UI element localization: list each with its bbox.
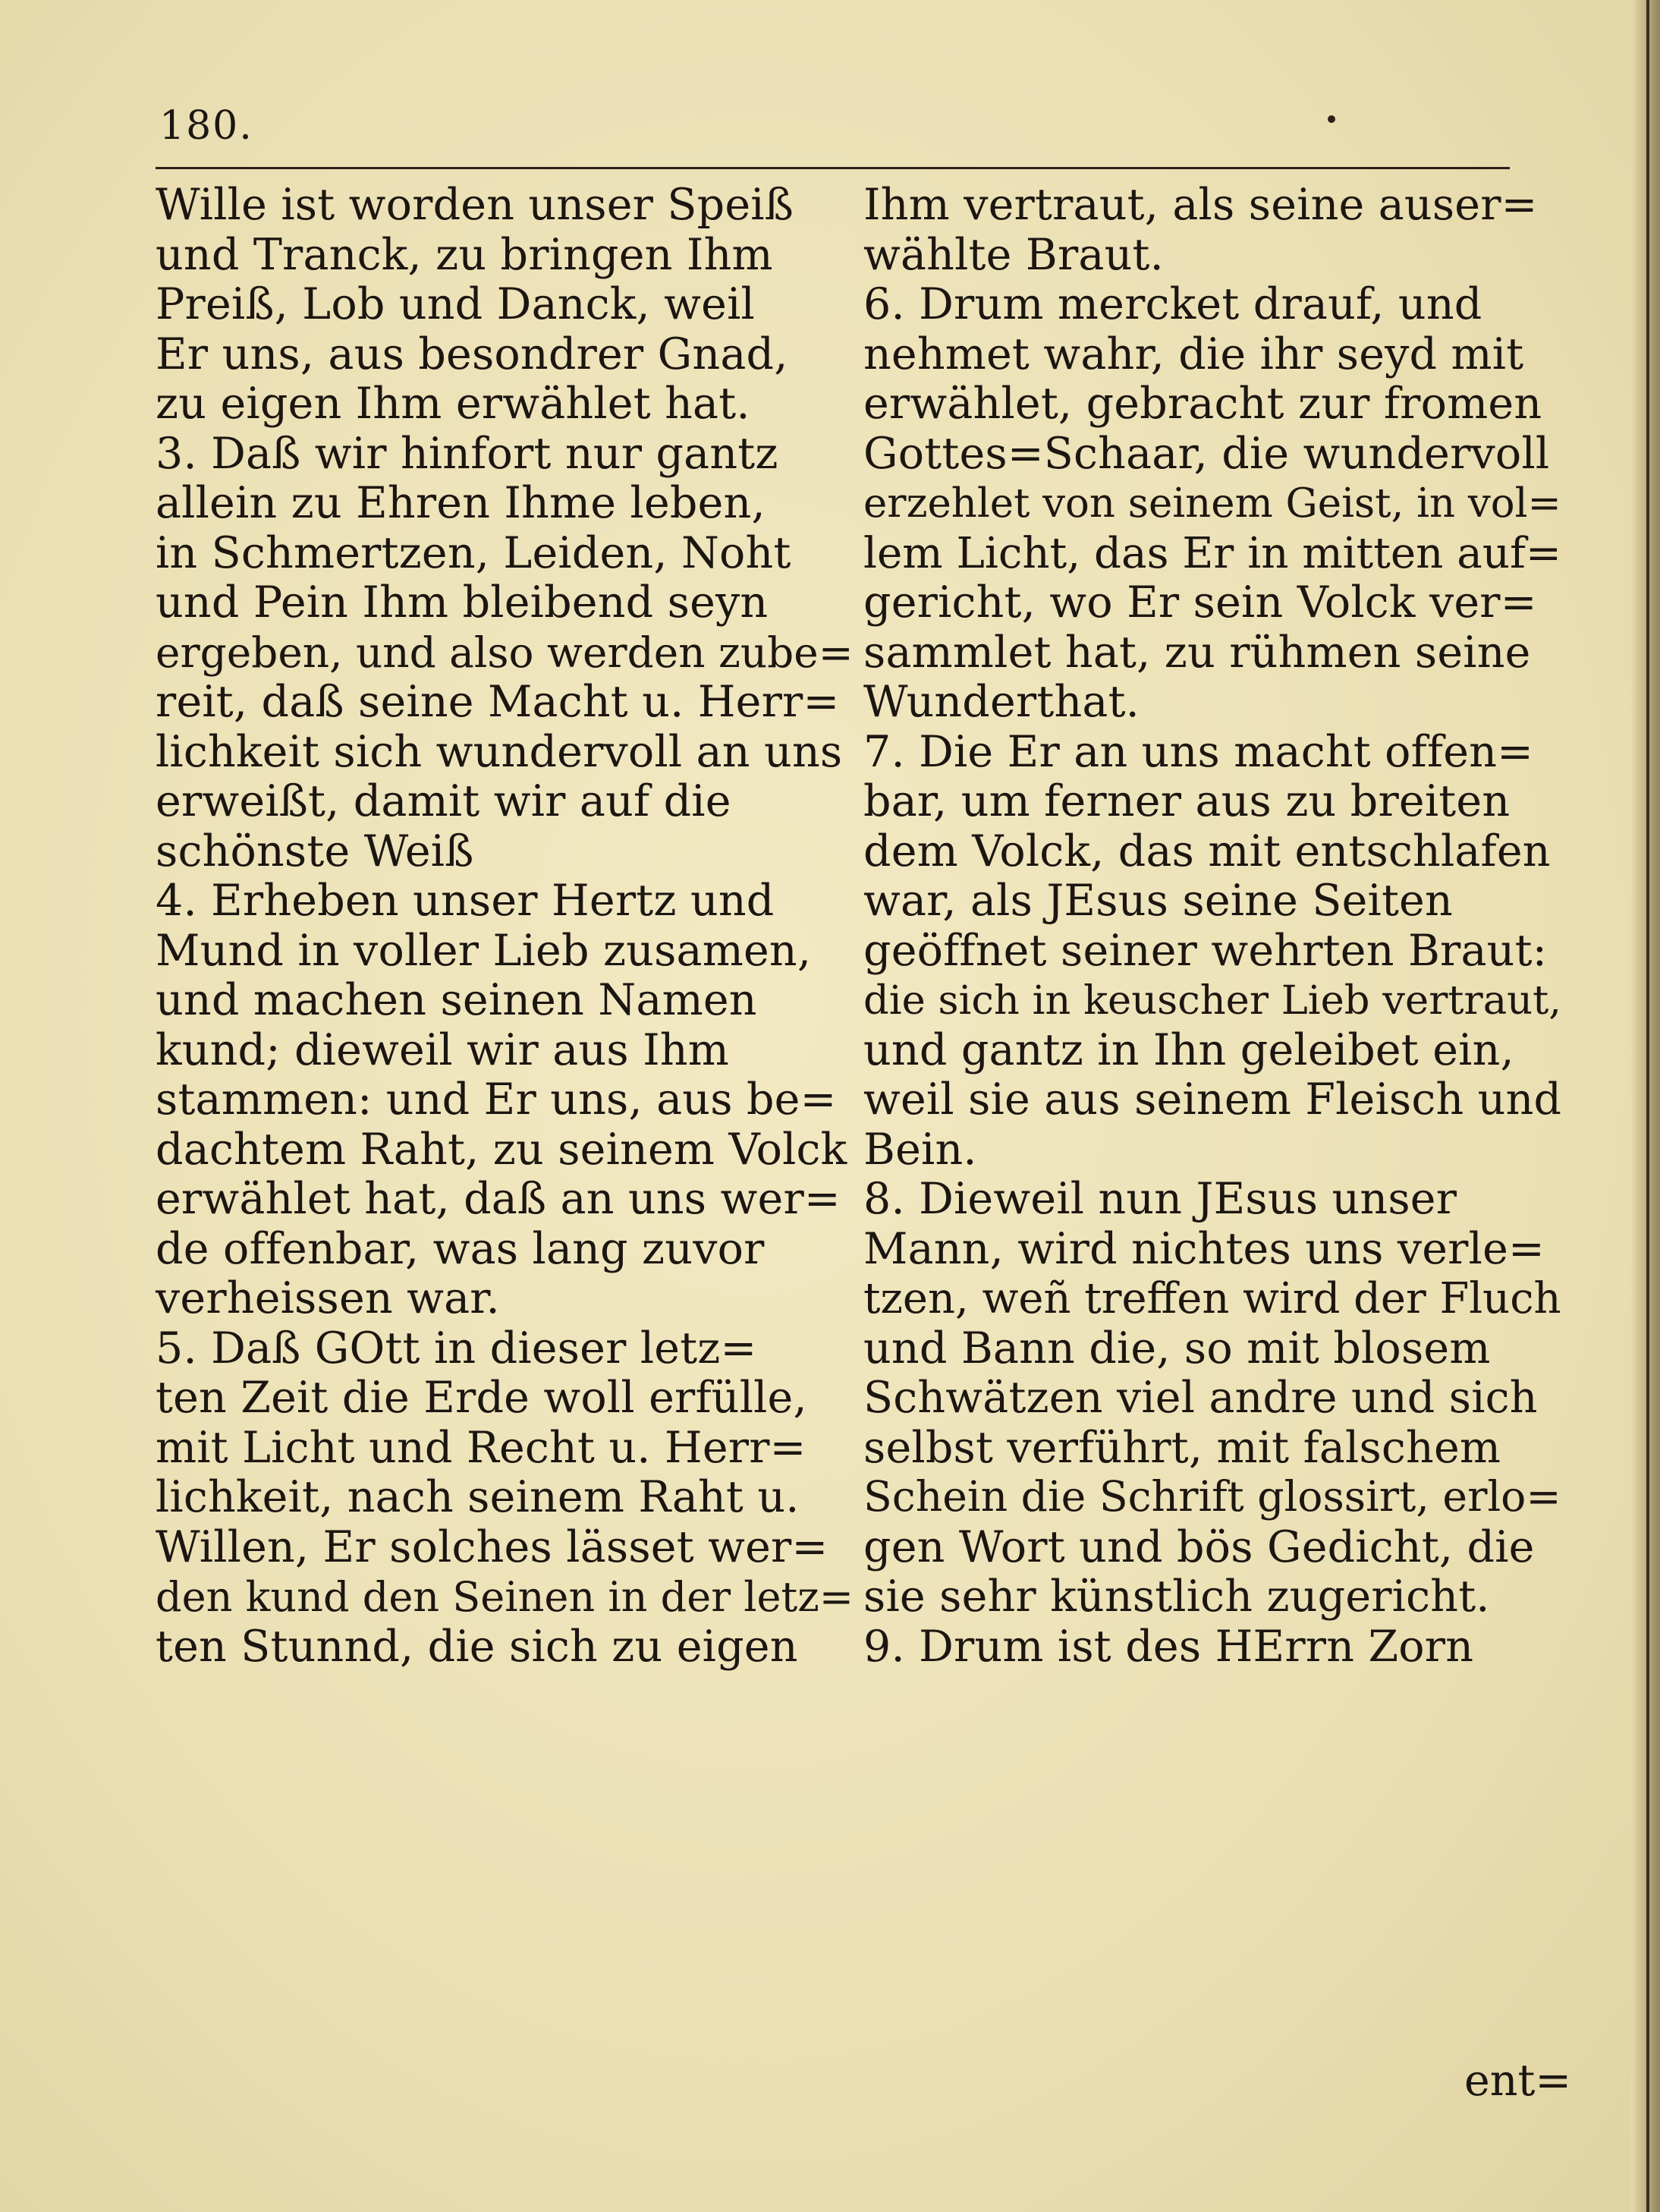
text-line: war, als JEsus seine Seiten	[863, 876, 1453, 926]
text-line: erzehlet von seinem Geist, in vol=	[863, 480, 1561, 527]
text-line: gericht, wo Er sein Volck ver=	[863, 577, 1537, 628]
text-line: und Pein Ihm bleibend seyn	[156, 577, 769, 628]
text-line: 8. Dieweil nun JEsus unser	[863, 1174, 1457, 1224]
text-line: ten Zeit die Erde woll erfülle,	[156, 1373, 807, 1423]
text-line: verheissen war.	[156, 1273, 500, 1323]
text-line: den kund den Seinen in der letz=	[156, 1573, 854, 1621]
text-line: Mann, wird nichtes uns verle=	[863, 1223, 1545, 1274]
catchword: ent=	[1464, 2056, 1572, 2106]
text-line: zu eigen Ihm erwählet hat.	[156, 379, 750, 429]
text-line: Wunderthat.	[863, 677, 1140, 727]
header-rule	[156, 167, 1510, 169]
text-line: mit Licht und Recht u. Herr=	[156, 1422, 806, 1473]
text-line: tzen, weñ treffen wird der Fluch	[863, 1274, 1561, 1323]
page-number: 180.	[159, 103, 253, 149]
text-line: dem Volck, das mit entschlafen	[863, 826, 1551, 876]
text-line: de offenbar, was lang zuvor	[156, 1223, 765, 1274]
left-column	[156, 181, 854, 1672]
text-line: und machen seinen Namen	[156, 975, 757, 1025]
text-line: dachtem Raht, zu seinem Volck	[156, 1124, 847, 1175]
text-line: ten Stunnd, die sich zu eigen	[156, 1621, 798, 1672]
text-line: Wille ist worden unser Speiß	[156, 180, 794, 230]
text-line: und gantz in Ihn geleibet ein,	[863, 1024, 1514, 1075]
text-line: Preiß, Lob und Danck, weil	[156, 279, 755, 329]
text-line: 6. Drum mercket drauf, und	[863, 279, 1482, 329]
text-line: reit, daß seine Macht u. Herr=	[156, 677, 840, 727]
text-line: allein zu Ehren Ihme leben,	[156, 478, 766, 528]
text-line: selbst verführt, mit falschem	[863, 1422, 1501, 1473]
text-line: nehmet wahr, die ihr seyd mit	[863, 329, 1524, 379]
text-line: und Tranck, zu bringen Ihm	[156, 229, 773, 280]
text-line: lem Licht, das Er in mitten auf=	[863, 528, 1562, 578]
text-line: erwählet, gebracht zur fromen	[863, 379, 1542, 429]
text-line: erwählet hat, daß an uns wer=	[156, 1174, 841, 1224]
text-line: Bein.	[863, 1124, 977, 1175]
text-line: erweißt, damit wir auf die	[156, 776, 731, 826]
text-line: Schwätzen viel andre und sich	[863, 1373, 1538, 1423]
text-line: schönste Weiß	[156, 826, 474, 876]
text-line: 4. Erheben unser Hertz und	[156, 876, 775, 926]
text-line: Schein die Schrift glossirt, erlo=	[863, 1473, 1561, 1521]
text-line: Ihm vertraut, als seine auser=	[863, 180, 1538, 230]
text-line: kund; dieweil wir aus Ihm	[156, 1024, 730, 1075]
header-dot	[1328, 115, 1335, 123]
page-edge-line	[1646, 0, 1649, 2212]
text-line: wählte Braut.	[863, 229, 1164, 280]
right-column	[863, 181, 1561, 1672]
text-line: weil sie aus seinem Fleisch und	[863, 1075, 1562, 1125]
text-line: ergeben, und also werden zube=	[156, 628, 854, 677]
text-line: sie sehr künstlich zugericht.	[863, 1572, 1490, 1622]
text-line: bar, um ferner aus zu breiten	[863, 776, 1511, 826]
text-line: 9. Drum ist des HErrn Zorn	[863, 1621, 1474, 1672]
text-line: geöffnet seiner wehrten Braut:	[863, 925, 1548, 976]
text-line: gen Wort und bös Gedicht, die	[863, 1521, 1535, 1572]
text-line: Gottes=Schaar, die wundervoll	[863, 428, 1550, 479]
text-line: 3. Daß wir hinfort nur gantz	[156, 428, 778, 479]
text-line: stammen: und Er uns, aus be=	[156, 1075, 837, 1125]
text-line: und Bann die, so mit blosem	[863, 1323, 1491, 1373]
text-line: Er uns, aus besondrer Gnad,	[156, 329, 788, 379]
text-line: sammlet hat, zu rühmen seine	[863, 627, 1531, 678]
text-line: lichkeit, nach seinem Raht u.	[156, 1472, 800, 1522]
text-line: lichkeit sich wundervoll an uns	[156, 726, 843, 777]
text-line: in Schmertzen, Leiden, Noht	[156, 527, 791, 578]
text-line: die sich in keuscher Lieb vertraut,	[863, 977, 1561, 1024]
text-line: Mund in voller Lieb zusamen,	[156, 925, 812, 976]
text-line: Willen, Er solches lässet wer=	[156, 1521, 828, 1572]
text-line: 7. Die Er an uns macht offen=	[863, 726, 1534, 777]
page-edge	[1631, 0, 1660, 2212]
text-line: 5. Daß GOtt in dieser letz=	[156, 1323, 757, 1373]
